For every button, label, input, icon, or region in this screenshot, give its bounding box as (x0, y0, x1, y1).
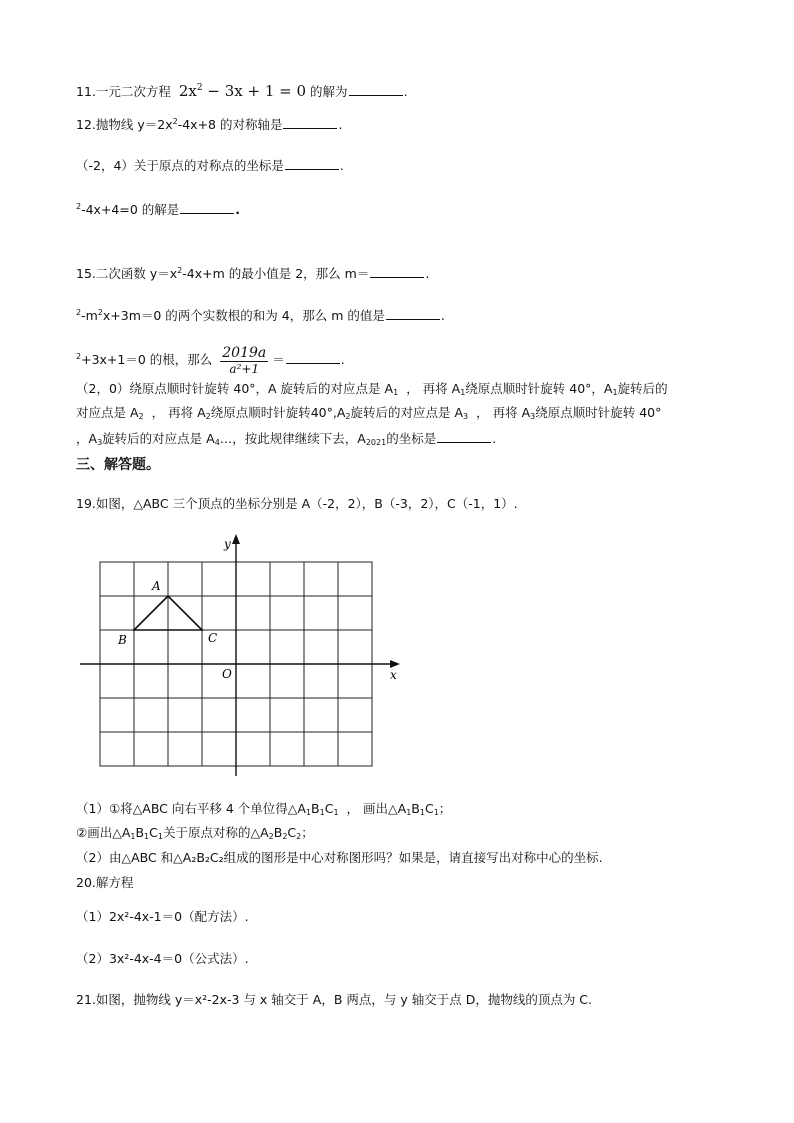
q15-prefix: 15.二次函数 y＝x (76, 266, 178, 281)
label-b: B (118, 633, 127, 647)
q19-part-1: （1）①将△ABC 向右平移 4 个单位得$\triangle A_1B_1C_1$ ， 画出$\triangle A_1B_1C_1$； (76, 801, 452, 817)
q14-sup: 2 (76, 202, 82, 211)
q15-answer-blank[interactable] (370, 265, 424, 278)
q17-eq: ＝ (272, 352, 285, 367)
label-x: x (390, 668, 397, 682)
q18-l1a: （2，0）绕原点顺时针旋转 40°，A 旋转后的对应点是 A (76, 381, 394, 396)
question-12 (76, 114, 342, 133)
q12-prefix: 12.抛物线 y＝2x (76, 117, 173, 132)
q17-frac-den: a²+1 (229, 362, 260, 376)
question-18-line-2 (76, 405, 661, 425)
q17-frac-num: 2019a (222, 345, 267, 361)
q18-l3d: 的坐标是 (386, 431, 437, 446)
q11-end: . (403, 84, 408, 99)
q18-l2d: 旋转后的对应点是 A (350, 405, 464, 420)
q14-answer-blank[interactable] (180, 201, 234, 214)
q18-l3s1: 3 (97, 438, 103, 447)
question-19: 19.如图，△ABC 三个顶点的坐标分别是 A（-2，2），B（-3，2），C（-1，1）. (76, 496, 518, 511)
q18-l3b: 旋转后的对应点是 A (102, 431, 215, 446)
question-17 (76, 340, 345, 377)
q18-l3a: ，A (76, 431, 98, 446)
q14-end: . (235, 202, 241, 217)
q18-l3s2: 4 (214, 438, 220, 447)
q19-p1b: ， 画出△A (346, 801, 407, 816)
q11-prefix: 11.一元二次方程 (76, 84, 171, 99)
q16-answer-blank[interactable] (386, 307, 440, 320)
q20-part-2: （2）3x²-4x-4＝0（公式法）. (76, 951, 249, 966)
q11-eq-b: − 3x + 1 = 0 (207, 82, 307, 100)
q15-exp: 2 (177, 266, 183, 275)
q19-p2c: ； (301, 825, 314, 840)
x-axis-arrow-icon (390, 660, 400, 668)
q12-exp: 2 (172, 117, 178, 126)
q11-suffix: 的解为 (310, 84, 348, 99)
q16-text: x+3m＝0 的两个实数根的和为 4，那么 m 的值是 (102, 308, 385, 323)
axes (80, 540, 394, 776)
q18-l3c: …，按此规律继续下去，A (219, 431, 366, 446)
question-16 (76, 305, 445, 324)
q18-l1s2: 1 (460, 388, 466, 397)
q16-end: . (440, 308, 445, 323)
q18-l2b: ， 再将 A (151, 405, 206, 420)
question-13 (76, 157, 344, 174)
q16-mid: -m (81, 308, 98, 323)
q11-answer-blank[interactable] (349, 83, 403, 96)
label-a: A (152, 579, 161, 593)
q17-sup: 2 (76, 352, 82, 361)
question-20: 20.解方程 (76, 875, 134, 890)
q16-exp: 2 (97, 308, 103, 317)
label-c: C (208, 631, 218, 645)
y-axis-arrow-icon (232, 534, 240, 544)
q18-l1d: 旋转后的 (617, 381, 668, 396)
label-y: y (224, 537, 231, 551)
q18-end: . (492, 431, 497, 446)
q18-l2s1: 2 (138, 412, 144, 421)
q17-fraction (220, 345, 268, 376)
q13-text: （-2，4）关于原点的对称点的坐标是 (76, 158, 284, 173)
q13-end: . (339, 158, 344, 173)
q12-end: . (338, 117, 343, 132)
q19-part-3: （2）由△ABC 和△A₂B₂C₂组成的图形是中心对称图形吗？如果是，请直接写出对称中心的坐标. (76, 850, 603, 865)
q18-l1c: 绕原点顺时针旋转 40°，A (465, 381, 613, 396)
question-18-line-1 (76, 381, 668, 401)
q15-mid: -4x+m 的最小值是 2，那么 m＝ (182, 266, 370, 281)
q19-p2b: 关于原点对称的△A (162, 825, 269, 840)
section-3-heading: 三、解答题。 (76, 457, 160, 473)
q18-l1s1: 1 (393, 388, 399, 397)
q18-l2s5: 3 (530, 412, 536, 421)
question-18-line-3 (76, 430, 496, 451)
label-origin: O (222, 667, 232, 681)
q15-end: . (425, 266, 430, 281)
q19-p1a: （1）①将△ABC 向右平移 4 个单位得△A (76, 801, 306, 816)
q18-l2s4: 3 (463, 412, 469, 421)
q17-answer-blank[interactable] (286, 351, 340, 364)
q12-mid: -4x+8 的对称轴是 (177, 117, 283, 132)
q18-l3s3: 2021 (365, 438, 387, 447)
question-21: 21.如图，抛物线 y＝x²-2x-3 与 x 轴交于 A，B 两点，与 y 轴交于点 D，抛物线的顶点为 C. (76, 992, 592, 1007)
question-15 (76, 263, 429, 282)
q14-text: -4x+4=0 的解是 (81, 202, 180, 217)
coordinate-grid-figure (76, 530, 406, 780)
q19-part-2: ②画出$\triangle A_1B_1C_1$关于原点对称的$\triangle A_2B_2C_2$； (76, 825, 314, 841)
q13-answer-blank[interactable] (285, 157, 339, 170)
q18-l1b: ， 再将 A (406, 381, 461, 396)
q11-eq-a: 2x (178, 82, 197, 100)
q18-answer-blank[interactable] (437, 430, 491, 443)
q18-l1s3: 1 (612, 388, 618, 397)
q18-l2c: 绕原点顺时针旋转40°,A (210, 405, 346, 420)
q17-text: +3x+1＝0 的根，那么 (81, 352, 213, 367)
q12-answer-blank[interactable] (283, 116, 337, 129)
q11-equation (179, 82, 306, 100)
q11-eq-exp: 2 (196, 83, 203, 93)
q18-l2s2: 2 (205, 412, 211, 421)
q18-l2e: ， 再将 A (476, 405, 531, 420)
question-11 (76, 80, 408, 100)
q18-l2s3: 2 (345, 412, 351, 421)
q19-p2a: ②画出△A (76, 825, 131, 840)
q18-l2f: 绕原点顺时针旋转 40° (535, 405, 662, 420)
q20-part-1: （1）2x²-4x-1＝0（配方法）. (76, 909, 249, 924)
q18-l2a: 对应点是 A (76, 405, 139, 420)
q16-sup: 2 (76, 308, 82, 317)
q17-end: . (340, 352, 345, 367)
question-14 (76, 199, 240, 218)
